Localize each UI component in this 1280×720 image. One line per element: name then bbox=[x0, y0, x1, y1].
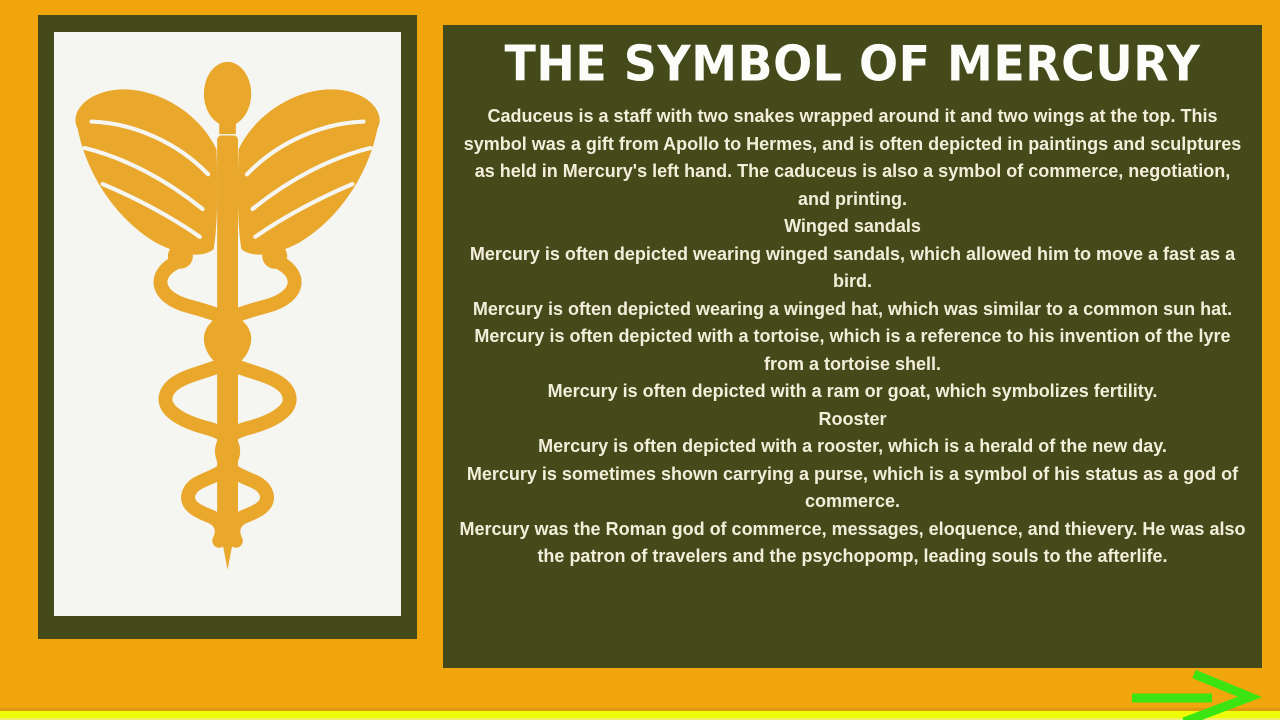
body-paragraph: Caduceus is a staff with two snakes wrapped around it and two wings at the top. This symbol was a gift from Apollo to Hermes, and is often depicted in paintings and sculptures as held in Mercury's left hand. The caduceus is also a symbol of commerce, negotiation, and printing. bbox=[463, 106, 1242, 209]
bottom-strip bbox=[0, 711, 1280, 718]
body-paragraph: Winged sandals bbox=[784, 216, 921, 236]
body-paragraph: Mercury is often depicted wearing a winged hat, which was similar to a common sun hat. bbox=[472, 298, 1233, 319]
caduceus-icon bbox=[61, 41, 394, 607]
slide-body bbox=[457, 103, 1248, 571]
content-panel bbox=[443, 25, 1262, 668]
body-paragraph: Mercury is often depicted wearing winged sandals, which allowed him to move a fast as a bird. bbox=[469, 243, 1236, 291]
body-paragraph: Mercury is often depicted with a ram or goat, which symbolizes fertility. bbox=[547, 381, 1158, 401]
slide-title: THE SYMBOL OF MERCURY bbox=[504, 35, 1201, 93]
body-paragraph: Mercury is sometimes shown carrying a purse, which is a symbol of his status as a god of commerce. bbox=[466, 463, 1239, 511]
body-paragraph: Rooster bbox=[818, 408, 887, 429]
body-paragraph: Mercury is often depicted with a tortoise, which is a reference to his invention of the lyre from a tortoise shell. bbox=[474, 326, 1231, 374]
body-paragraph: Mercury is often depicted with a rooster, which is a herald of the new day. bbox=[538, 436, 1167, 456]
body-paragraph: Mercury was the Roman god of commerce, messages, eloquence, and thievery. He was also the patron of travelers and the psychopomp, leading souls to the afterlife. bbox=[459, 518, 1246, 566]
next-arrow-button[interactable] bbox=[1124, 670, 1260, 720]
caduceus-image bbox=[54, 32, 401, 616]
image-frame bbox=[38, 15, 417, 639]
right-arrow-icon bbox=[1124, 670, 1260, 720]
